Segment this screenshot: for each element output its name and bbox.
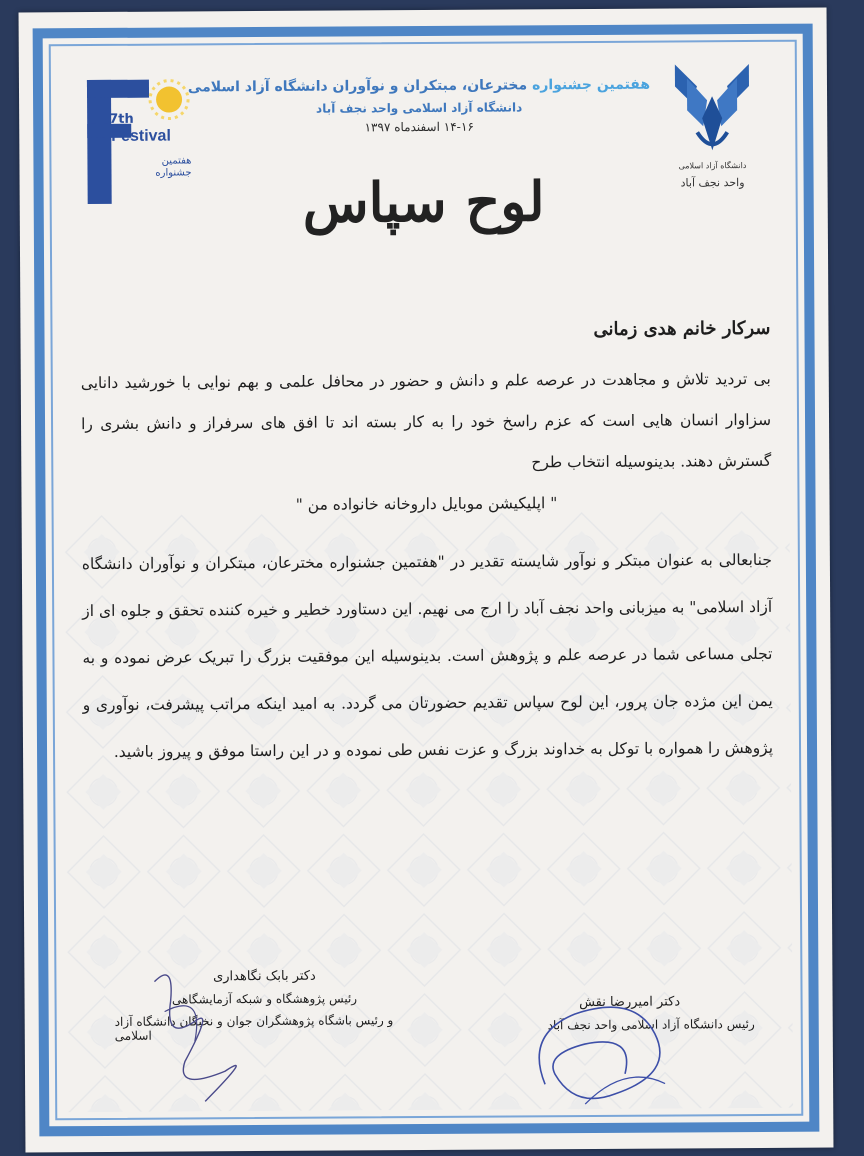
body-paragraph-2: جنابعالی به عنوان مبتکر و نوآور شایسته تقدیر در "هفتمین جشنواره مخترعان، مبتکران و نوآوران دانشگاه آزاد اسلامی" به میزبانی واحد نجف آباد را ارج می نهیم. این دستاورد خطیر و خیره کننده تحقق و جلوه ای از تجلی مساعی شما در عرصه علم و پژوهش است. بدینوسیله این موفقیت بزرگ را تبریک عرض نموده و به یمن این مژده جان پرور، این لوح سپاس تقدیم حضورتان می گردد. به امید اینکه مراتب پیشرفت، نوآوری و پژوهش را همواره با توکل به خداوند بزرگ و عزت نفس طی نموده و در این راستا موفق و پیروز باشید. [81,550,774,761]
certificate-sheet [19,8,834,1153]
university-caption: واحد نجف آباد [680,176,745,190]
signatory-right-name: دکتر امیررضا نقش [579,994,681,1011]
festival-edition: 7th [109,111,134,127]
signatory-left-role2: و رئیس باشگاه پژوهشگران جوان و نخبگان دانشگاه آزاد اسلامی [114,1013,394,1043]
festival-heading [159,76,679,95]
festival-small-text: هفتمین جشنواره [155,155,192,179]
signature-right [514,973,705,1124]
signatory-right-role1: رئیس دانشگاه آزاد اسلامی واحد نجف آباد [547,1017,755,1033]
festival-heading-rest: مخترعان، مبتکران و نوآوران دانشگاه آزاد اسلامی [187,77,533,96]
festival-heading-accent: هفتمین جشنواره [531,76,651,94]
header [159,64,679,135]
body-paragraph-1: بی تردید تلاش و مجاهدت در عرصه علم و دانش و حضور در محافل علمی و بهم نوایی با خورشید دانایی سزاوار انسان هایی است که عزم راسخ خود را به کار بسته اند تا افق های سرفراز و دانش بشری را گسترش دهند. بدینوسیله انتخاب طرح [80,369,772,472]
svg-text:دانشگاه آزاد اسلامی: دانشگاه آزاد اسلامی [678,161,747,171]
project-title: " اپلیکیشن موبایل داروخانه خانواده من " [295,494,558,514]
signatory-left-name: دکتر بابک نگاهداری [213,968,316,985]
recipient-name: سرکار خانم هدی زمانی [593,317,771,340]
festival-dates: ۱۴-۱۶ اسفندماه ۱۳۹۷ [364,119,474,135]
certificate-title: لوح سپاس [302,169,545,235]
certificate-body [80,318,773,776]
festival-word: Festival [111,127,171,145]
host-university: دانشگاه آزاد اسلامی واحد نجف آباد [315,100,523,116]
signatory-left-role1: رئیس پژوهشگاه و شبکه آزمایشگاهی [171,991,358,1007]
signature-left [134,951,285,1112]
